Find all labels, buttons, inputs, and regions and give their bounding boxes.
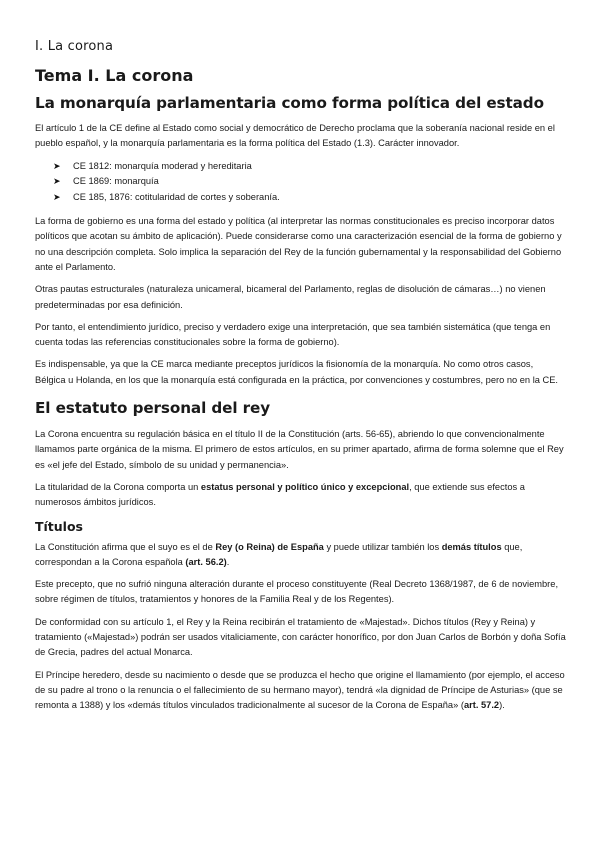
- bold-text-run: Rey (o Reina) de España: [215, 541, 324, 552]
- list-item: [53, 190, 566, 206]
- paragraph-articulo-1: El artículo 1 de la CE define al Estado como social y democrático de Derecho proclama que la soberanía nacional reside en el pueblo español, y la monarquía parlamentaria es la forma política del Estado (1.3). Carácter innovador.: [35, 123, 555, 149]
- bold-text-run: estatus personal y político único y excepcional: [200, 481, 410, 492]
- constitutions-list: [53, 159, 566, 206]
- paragraph-principe-heredero: [35, 668, 566, 714]
- text-run: ).: [499, 700, 505, 711]
- paragraph-rey-de-espana: [35, 540, 566, 571]
- paragraph-titularidad: [35, 480, 566, 511]
- text-run: El Príncipe heredero, desde su nacimiento o desde que se produzca el hecho que origine el llamamiento (por ejemplo, el acceso de su padre al trono o la renuncia o el fallecimiento de su hermano mayor), tendrá «la dignidad de Príncipe de Asturias» (que se remonta a 1388) y los «demás títulos vinculados tradicionalmente al sucesor de la Corona de España» (: [35, 669, 565, 711]
- text-run: La titularidad de la Corona comporta un: [35, 481, 201, 492]
- tema-heading: Tema I. La corona: [35, 66, 194, 85]
- list-item: [53, 159, 566, 175]
- title-estatuto-personal: El estatuto personal del rey: [35, 399, 271, 418]
- arrow-bullet-icon: ➤: [53, 191, 61, 202]
- list-item: [53, 174, 566, 190]
- subtitle-titulos: Títulos: [35, 518, 83, 534]
- text-run: La Constitución afirma que el suyo es el de: [35, 541, 216, 552]
- text-run: .: [226, 556, 230, 567]
- section-heading: I. La corona: [35, 39, 114, 54]
- paragraph-por-tanto: Por tanto, el entendimiento jurídico, preciso y verdadero exige una interpretación, que sea también sistemática (que tenga en cuenta todas las referencias constitucionales sobre la forma de gobierno).: [35, 321, 551, 348]
- paragraph-regulacion-corona: La Corona encuentra su regulación básica en el título II de la Constitución (arts. 56-65), abriendo lo que convencionalmente llamamos parte orgánica de la misma. El primero de estos artículos, en su primer apartado, afirma de forma solemne que el Rey es «el jefe del Estado, símbolo de su unidad y permanencia».: [35, 429, 564, 470]
- list-item-text: CE 1812: monarquía moderad y hereditaria: [73, 160, 252, 171]
- bold-text-run: (art. 56.2): [185, 556, 227, 567]
- paragraph-majestad: De conformidad con su artículo 1, el Rey y la Reina recibirán el tratamiento de «Majestad». Dichos títulos (Rey y Reina) y tratamiento («Majestad») podrán ser usados vitaliciamente, con carácter honorífico, por don Juan Carlos de Borbón y doña Sofía de Grecia, padres del actual Monarca.: [35, 616, 566, 658]
- arrow-bullet-icon: ➤: [53, 176, 61, 187]
- paragraph-forma-gobierno: La forma de gobierno es una forma del estado y política (al interpretar las normas constitucionales es preciso incorporar datos políticos que acotan su ámbito de aplicación). Puede considerarse como una caracterización esencial de la forma de gobierno y no una descripción completa. Solo implica la separación del Rey de la función gubernamental y la responsabilidad del Gobierno ante el Parlamento.: [35, 216, 562, 272]
- bold-text-run: art. 57.2: [463, 700, 500, 711]
- title-monarquia-parlamentaria: La monarquía parlamentaria como forma política del estado: [35, 94, 544, 112]
- list-item-text: CE 185, 1876: cotitularidad de cortes y soberanía.: [73, 191, 280, 202]
- text-run: , que extiende sus efectos a numerosos ámbitos jurídicos.: [35, 481, 525, 508]
- list-item-text: CE 1869: monarquía: [73, 176, 159, 187]
- arrow-bullet-icon: ➤: [53, 160, 61, 171]
- paragraph-indispensable: Es indispensable, ya que la CE marca mediante preceptos jurídicos la fisionomía de la monarquía. No como otros casos, Bélgica u Holanda, en los que la monarquía está configurada en la práctica, por convenciones y costumbres, pero no en la CE.: [35, 359, 559, 385]
- paragraph-otras-pautas: Otras pautas estructurales (naturaleza unicameral, bicameral del Parlamento, reglas de disolución de cámaras…) no vienen predeterminadas por esa definición.: [35, 284, 546, 310]
- text-run: y puede utilizar también los: [323, 541, 442, 552]
- paragraph-real-decreto: Este precepto, que no sufrió ninguna alteración durante el proceso constituyente (Real Decreto 1368/1987, de 6 de noviembre, sobre régimen de títulos, tratamientos y honores de la Familia Real y de los Regentes).: [35, 579, 559, 605]
- bold-text-run: demás títulos: [441, 541, 502, 552]
- text-run: que, correspondan a la Corona española: [35, 541, 523, 567]
